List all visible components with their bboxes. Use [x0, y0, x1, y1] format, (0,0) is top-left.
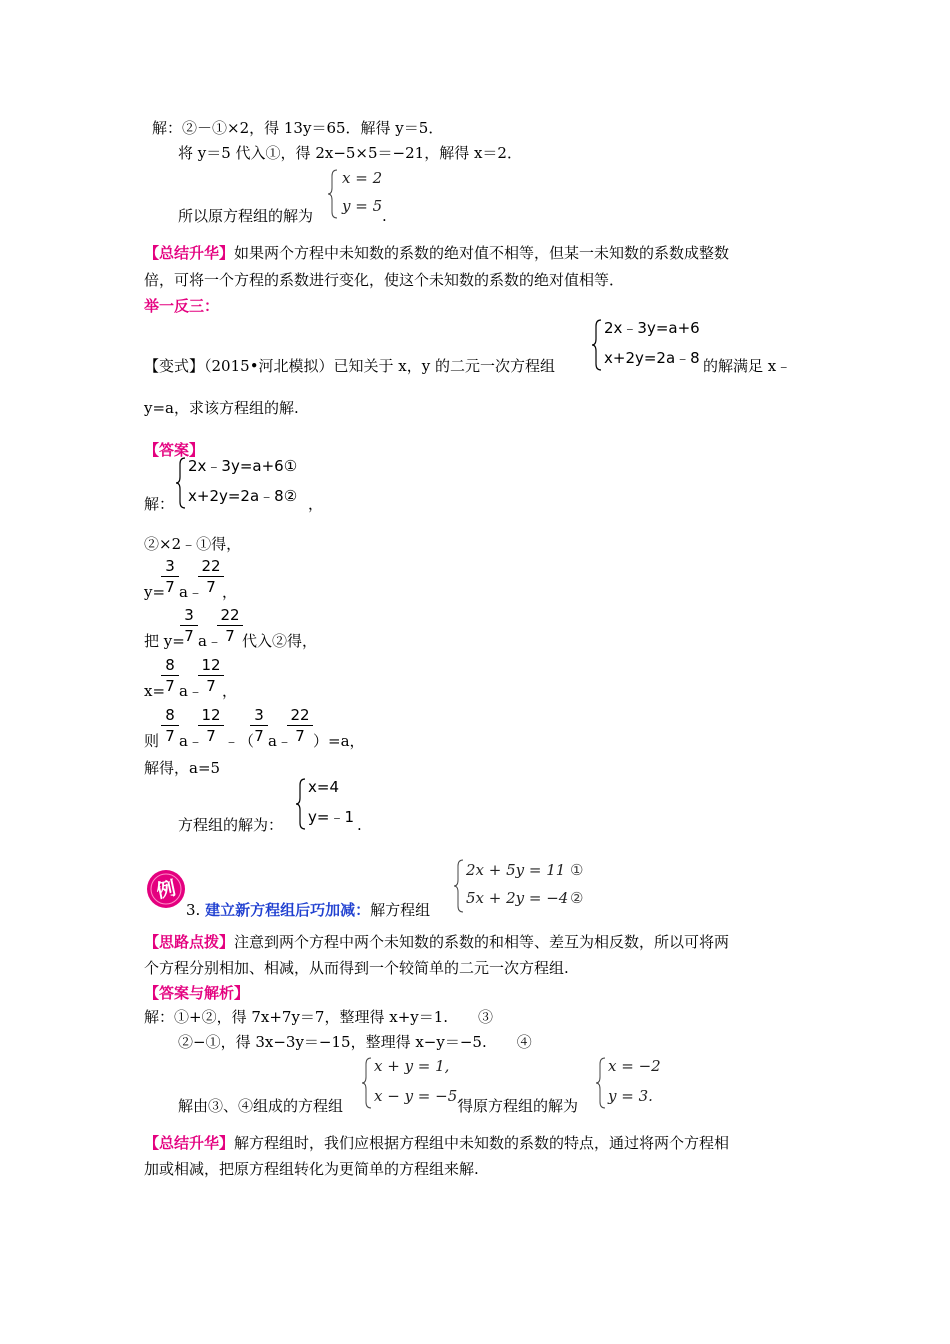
- equation-system-example-3: [454, 858, 604, 914]
- summary-tag: 【总结升华】: [144, 244, 235, 262]
- fraction-3-7: $\frac{3}{7}$: [250, 705, 268, 746]
- summary-2-paragraph-2: 加或相减，把原方程组转化为更简单的方程组来解.: [144, 1160, 479, 1178]
- fraction-12-7: $\frac{12}{7}$: [198, 705, 224, 746]
- equation-system-solution: [328, 168, 388, 220]
- analysis-line-3a: 解由③、④组成的方程组: [178, 1097, 344, 1115]
- hint-text: 注意到两个方程中两个未知数的系数的和相等、差互为相反数，所以可将两: [234, 933, 730, 951]
- fraction-22-7: $\frac{22}{7}$: [198, 556, 224, 597]
- variant-equation-1: 2x﹣3y=a+6: [604, 319, 700, 337]
- example-3-heading: [186, 900, 430, 920]
- variant-line-2: y=a，求该方程组的解.: [144, 399, 299, 417]
- fraction-22-7: $\frac{22}{7}$: [217, 605, 243, 646]
- substitute-prefix: 把 y=: [144, 632, 185, 650]
- solution-prefix: 方程组的解为：: [178, 816, 284, 834]
- solution-period: .: [357, 816, 362, 834]
- then-prefix: 则: [144, 732, 160, 750]
- left-brace-icon: [296, 777, 306, 831]
- example-badge-icon: [146, 869, 186, 909]
- x-comma: ，: [222, 682, 238, 700]
- then-mid: ﹣（: [224, 732, 255, 750]
- period: .: [382, 207, 387, 225]
- solution-line-3: 所以原方程组的解为: [178, 207, 314, 225]
- circled-one: ①: [570, 861, 584, 879]
- substitute-a-minus: a﹣: [198, 632, 222, 650]
- hint-paragraph-1: [144, 932, 729, 952]
- equation-x: x = 2: [342, 169, 383, 187]
- example-title: 建立新方程组后巧加减：: [205, 901, 371, 919]
- analysis-tag: 【答案与解析】: [144, 984, 250, 1002]
- left-brace-icon: [176, 456, 186, 510]
- analysis-a-equation-1: x + y = 1,: [374, 1057, 450, 1075]
- analysis-a-equation-2: x − y = −5,: [374, 1087, 463, 1105]
- hint-tag: 【思路点拨】: [144, 933, 235, 951]
- left-brace-icon: [362, 1056, 372, 1110]
- fraction-22-7: $\frac{22}{7}$: [287, 705, 313, 746]
- analysis-line-3b: 得原方程组的解为: [458, 1097, 579, 1115]
- answer-comma: ，: [308, 495, 324, 513]
- example-text: 解方程组: [370, 901, 431, 919]
- equation-system-answer: [176, 456, 312, 510]
- fraction-3-7: $\frac{3}{7}$: [161, 556, 179, 597]
- answer-tag: 【答案】: [144, 441, 205, 459]
- summary-2-tag: 【总结升华】: [144, 1134, 235, 1152]
- then-a-minus-1: a﹣: [179, 732, 203, 750]
- final-equation-y: y=﹣1: [308, 808, 354, 826]
- analysis-line-2: ②−①，得 3x−3y＝−15，整理得 x−y＝−5. ④: [178, 1033, 532, 1051]
- fraction-3-7: $\frac{3}{7}$: [180, 605, 198, 646]
- fraction-12-7: $\frac{12}{7}$: [198, 655, 224, 696]
- answer-jie: 解：: [144, 495, 175, 513]
- equation-system-variant: [592, 318, 702, 372]
- left-brace-icon: [592, 318, 602, 372]
- solution-line-1: 解：②－①×2，得 13y＝65．解得 y＝5．: [152, 119, 444, 137]
- badge-label: 例: [154, 877, 178, 903]
- y-a-minus: a﹣: [179, 583, 203, 601]
- summary-2-paragraph-1: [144, 1133, 729, 1153]
- substitute-suffix: 代入②得，: [242, 632, 318, 650]
- left-brace-icon: [596, 1056, 606, 1110]
- answer-equation-2: x+2y=2a﹣8②: [188, 487, 298, 505]
- analysis-line-1: 解：①+②，得 7x+7y＝7，整理得 x+y＝1. ③: [144, 1008, 494, 1026]
- section-title-jyfs: 举一反三：: [144, 297, 220, 315]
- left-brace-icon: [328, 168, 338, 220]
- x-a-minus: a﹣: [179, 682, 203, 700]
- solve-a: 解得，a=5: [144, 759, 221, 777]
- example-equation-2: 5x + 2y = −4: [466, 889, 569, 907]
- fraction-8-7: $\frac{8}{7}$: [161, 655, 179, 696]
- example-equation-1: 2x + 5y = 11: [466, 861, 566, 879]
- fraction-8-7: $\frac{8}{7}$: [161, 705, 179, 746]
- analysis-b-equation-2: y = 3.: [608, 1087, 653, 1105]
- circled-two: ②: [570, 889, 584, 907]
- then-a-minus-2: a﹣: [268, 732, 292, 750]
- left-brace-icon: [454, 858, 464, 914]
- then-suffix: ）=a，: [313, 732, 365, 750]
- variant-text-after: 的解满足 x﹣: [703, 357, 792, 375]
- example-number: 3.: [186, 901, 201, 919]
- y-comma: ，: [222, 583, 238, 601]
- hint-paragraph-2: 个方程分别相加、相减，从而得到一个较简单的二元一次方程组.: [144, 959, 569, 977]
- summary-2-text: 解方程组时，我们应根据方程组中未知数的系数的特点，通过将两个方程相: [234, 1134, 730, 1152]
- final-equation-x: x=4: [308, 778, 339, 796]
- equation-system-analysis-b: [596, 1056, 666, 1110]
- variant-equation-2: x+2y=2a﹣8: [604, 349, 700, 367]
- x-prefix: x=: [144, 682, 166, 700]
- variant-text: （2015•河北模拟）已知关于 x，y 的二元一次方程组: [204, 357, 556, 375]
- equation-system-final: [296, 777, 366, 831]
- y-prefix: y=: [144, 583, 166, 601]
- answer-step-1: ②×2﹣①得，: [144, 535, 242, 553]
- variant-line-1: [144, 356, 555, 376]
- equation-system-analysis-a: [362, 1056, 462, 1110]
- analysis-b-equation-1: x = −2: [608, 1057, 661, 1075]
- equation-y: y = 5: [342, 197, 383, 215]
- solution-line-2: 将 y＝5 代入①，得 2x−5×5＝−21，解得 x＝2．: [178, 144, 522, 162]
- summary-paragraph-1: [144, 243, 729, 263]
- summary-paragraph-2: 倍，可将一个方程的系数进行变化，使这个未知数的系数的绝对值相等．: [144, 271, 625, 289]
- summary-text: 如果两个方程中未知数的系数的绝对值不相等，但某一未知数的系数成整数: [234, 244, 730, 262]
- variant-tag: 【变式】: [144, 357, 205, 375]
- answer-equation-1: 2x﹣3y=a+6①: [188, 457, 298, 475]
